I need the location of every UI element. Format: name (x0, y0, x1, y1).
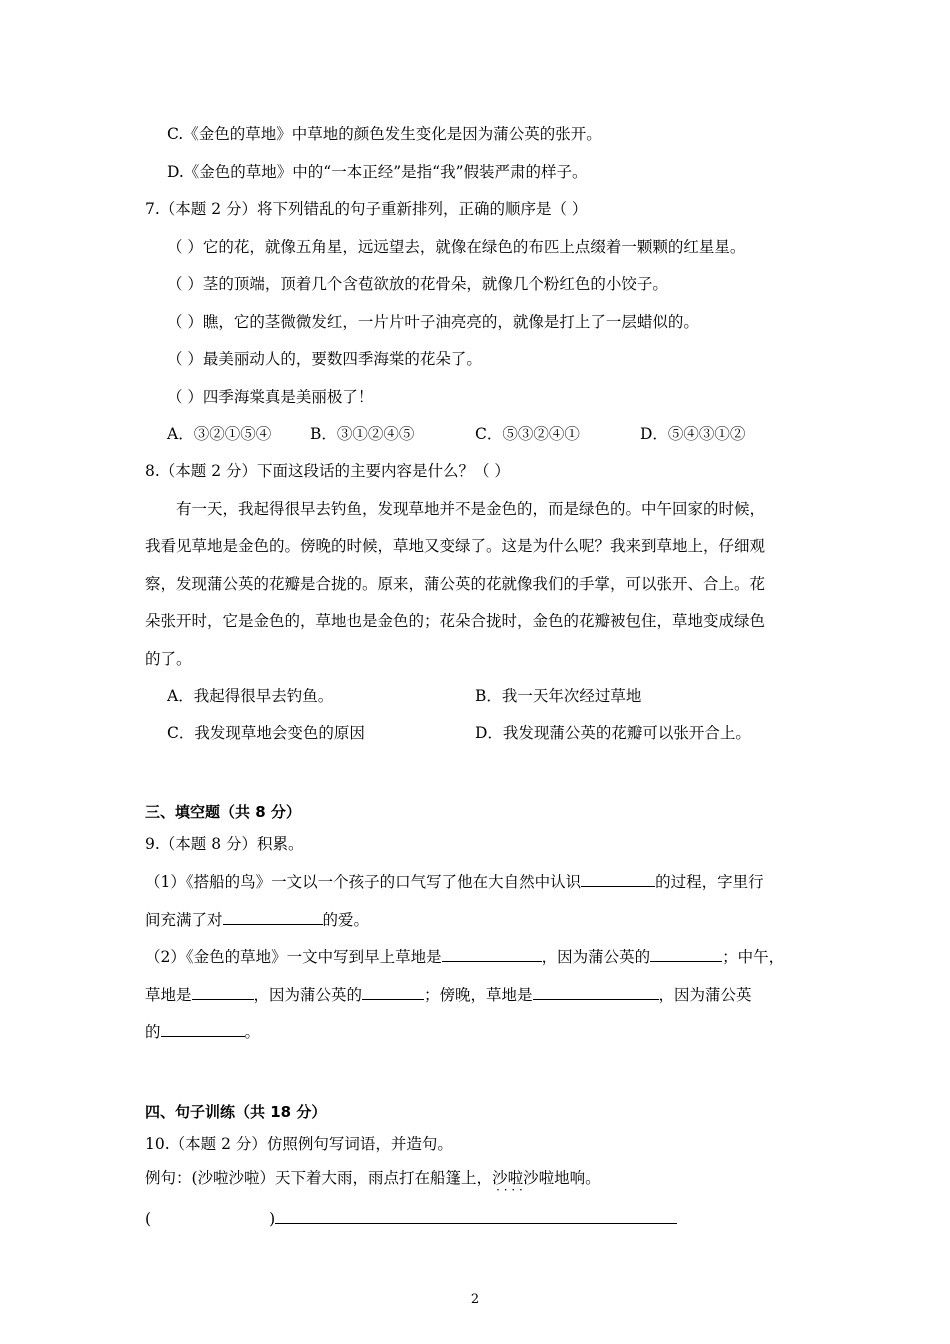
q10-example: 例句：(沙啦沙啦）天下着大雨，雨点打在船篷上，沙啦沙啦 · · 地响。 (145, 1168, 601, 1188)
page-number: 2 (470, 1292, 480, 1307)
q7-sentence-4: （ ）最美丽动人的，要数四季海棠的花朵了。 (167, 350, 482, 368)
q10-stem: 10.（本题 2 分）仿照例句写词语，并造句。 (145, 1135, 453, 1153)
answer-blank[interactable] (581, 871, 655, 887)
answer-blank[interactable] (442, 946, 542, 962)
q9-stem: 9.（本题 8 分）积累。 (145, 835, 304, 853)
answer-blank[interactable] (161, 1021, 245, 1037)
answer-blank[interactable] (362, 984, 424, 1000)
q8-option-a: A．我起得很早去钓鱼。 (167, 687, 334, 705)
q9-part-2-line-1: （2）《金色的草地》一文中写到早上草地是 ，因为蒲公英的 ；中午， (145, 948, 785, 966)
q9-part-2-line-2: 草地是 ，因为蒲公英的 ；傍晚，草地是 ，因为蒲公英 (145, 986, 752, 1004)
answer-blank[interactable] (223, 909, 323, 925)
answer-blank[interactable] (650, 946, 722, 962)
sentence-answer-blank[interactable] (275, 1208, 677, 1224)
emphasis-dots: 沙啦沙啦 · · (492, 1169, 554, 1187)
q8-passage-line-5: 的了。 (145, 650, 192, 668)
q9-part-2-line-3: 的 。 (145, 1023, 261, 1041)
section-4-heading: 四、句子训练（共 18 分） (145, 1103, 327, 1121)
q8-passage-line-4: 朵张开时，它是金色的，草地也是金色的；花朵合拢时，金色的花瓣被包住，草地变成绿色 (145, 612, 766, 630)
q8-passage-line-2: 我看见草地是金色的。傍晚的时候，草地又变绿了。这是为什么呢？我来到草地上，仔细观 (145, 537, 766, 555)
q8-option-c: C．我发现草地会变色的原因 (167, 724, 365, 742)
q7-sentence-2: （ ）茎的顶端，顶着几个含苞欲放的花骨朵，就像几个粉红色的小饺子。 (167, 275, 668, 293)
q7-sentence-5: （ ）四季海棠真是美丽极了！ (167, 388, 374, 406)
q7-option-c: C．⑤③②④① (475, 425, 580, 443)
q7-option-d: D．⑤④③①② (640, 425, 746, 443)
q9-part-1-line-2: 间充满了对 的爱。 (145, 911, 370, 929)
q8-passage-line-1: 有一天，我起得很早去钓鱼，发现草地并不是金色的，而是绿色的。中午回家的时候， (176, 500, 766, 518)
q7-sentence-1: （ ）它的花，就像五角星，远远望去，就像在绿色的布匹上点缀着一颗颗的红星星。 (167, 238, 746, 256)
q8-option-b: B．我一天年次经过草地 (475, 687, 642, 705)
q7-option-a: A．③②①⑤④ (167, 425, 272, 443)
q10-answer-line: ( ) (145, 1208, 677, 1229)
q8-passage-line-3: 察，发现蒲公英的花瓣是合拢的。原来，蒲公英的花就像我们的手掌，可以张开、合上。花 (145, 575, 766, 593)
q6-option-d: D.《金色的草地》中的“一本正经”是指“我”假装严肃的样子。 (167, 163, 588, 181)
q7-sentence-3: （ ）瞧，它的茎微微发红，一片片叶子油亮亮的，就像是打上了一层蜡似的。 (167, 313, 699, 331)
q7-stem: 7.（本题 2 分）将下列错乱的句子重新排列，正确的顺序是（ ） (145, 200, 588, 218)
q8-option-d: D．我发现蒲公英的花瓣可以张开合上。 (475, 724, 751, 742)
q9-part-1-line-1: （1）《搭船的鸟》一文以一个孩子的口气写了他在大自然中认识 的过程，字里行 (145, 873, 764, 891)
answer-blank[interactable] (192, 984, 254, 1000)
answer-blank[interactable] (533, 984, 659, 1000)
q7-option-b: B．③①②④⑤ (310, 425, 415, 443)
section-3-heading: 三、填空题（共 8 分） (145, 803, 301, 821)
q8-stem: 8.（本题 2 分）下面这段话的主要内容是什么？（ ） (145, 462, 510, 480)
q6-option-c: C.《金色的草地》中草地的颜色发生变化是因为蒲公英的张开。 (167, 125, 602, 143)
